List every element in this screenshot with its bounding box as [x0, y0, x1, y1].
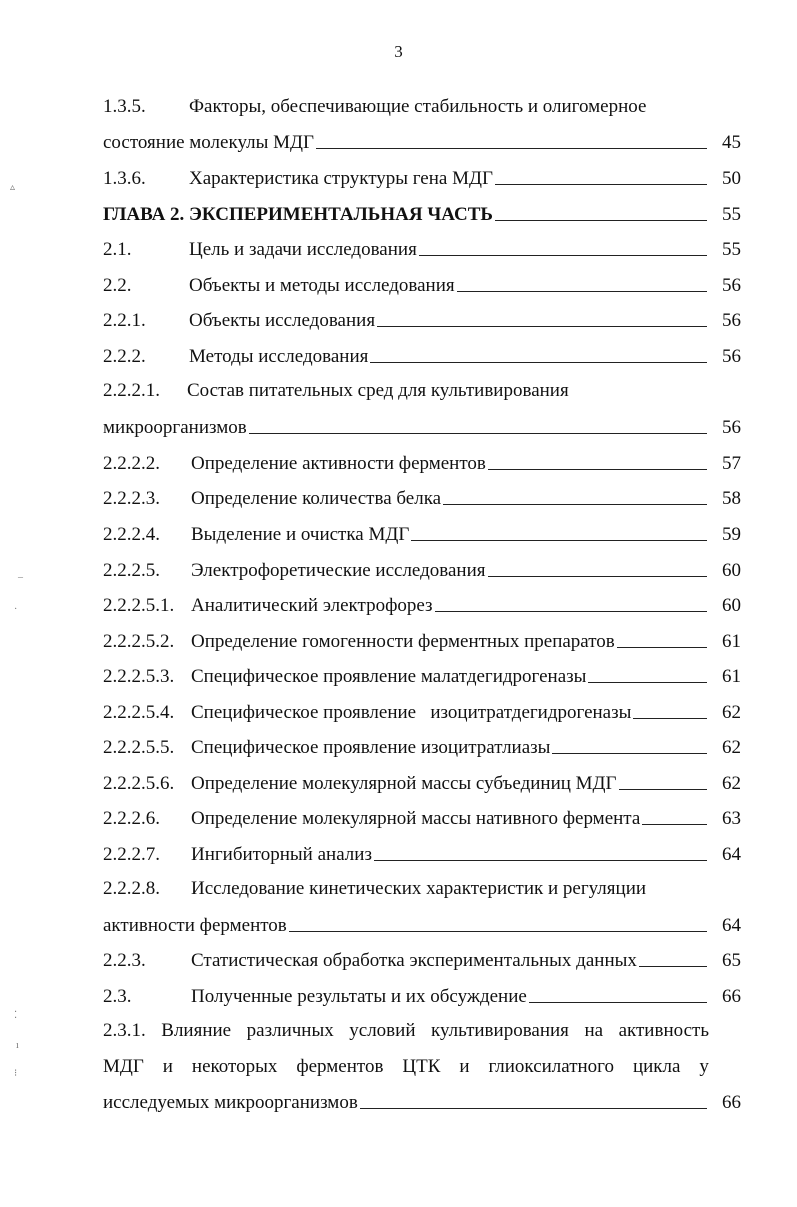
entry-page: 61	[722, 631, 741, 652]
toc-entry-2-2-2-1-line1	[103, 380, 569, 402]
entry-title-continued: активности ферментов	[103, 915, 287, 936]
entry-title: Аналитический электрофорез	[191, 595, 433, 616]
entry-number: 2.2.2.5.5.	[103, 737, 175, 758]
toc-entry-2-3-1-line1	[103, 1020, 709, 1042]
dot-leader	[411, 540, 707, 541]
entry-title: Методы исследования	[189, 346, 369, 367]
entry-number: 2.2.3.	[103, 950, 146, 971]
entry-number: 2.2.2.5.4.	[103, 702, 175, 723]
entry-number: 1.3.5.	[103, 96, 146, 117]
toc-entry-2-2-2-5-5[interactable]	[103, 733, 741, 759]
toc-entry-2-1[interactable]	[103, 235, 741, 261]
toc-entry-2-2-2-5-4[interactable]	[103, 698, 741, 724]
dot-leader	[435, 611, 707, 612]
entry-page: 60	[722, 595, 741, 616]
entry-number: 2.2.2.5.1.	[103, 595, 175, 616]
entry-number: 2.2.2.2.	[103, 453, 160, 474]
dot-leader	[488, 469, 707, 470]
dot-leader	[374, 860, 707, 861]
entry-title: Определение молекулярной массы нативного фермента	[191, 808, 641, 829]
entry-word: Влияние	[161, 1020, 232, 1041]
entry-title: Полученные результаты и их обсуждение	[191, 986, 527, 1007]
entry-word: глиоксилатного	[488, 1056, 615, 1077]
dot-leader	[633, 718, 707, 719]
entry-page: 65	[722, 950, 741, 971]
scan-artifact-mark: ·	[14, 604, 18, 615]
dot-leader	[457, 291, 707, 292]
entry-title: Специфическое проявление изоцитратлиазы	[191, 737, 551, 758]
entry-page: 55	[722, 239, 741, 260]
entry-word: у	[699, 1056, 709, 1077]
dot-leader	[419, 255, 707, 256]
toc-entry-2-2-2-5[interactable]	[103, 556, 741, 582]
entry-page: 59	[722, 524, 741, 545]
entry-word: МДГ	[103, 1056, 144, 1077]
entry-title: Специфическое проявление изоцитратдегидрогеназы	[191, 702, 632, 723]
entry-title: Факторы, обеспечивающие стабильность и олигомерное	[189, 96, 647, 117]
entry-page: 56	[722, 275, 741, 296]
entry-number: 2.3.1.	[103, 1020, 146, 1041]
toc-entry-2-2[interactable]	[103, 271, 741, 297]
dot-leader	[495, 184, 707, 185]
entry-page: 56	[722, 417, 741, 438]
toc-entry-2-2-2-6[interactable]	[103, 804, 741, 830]
toc-entry-2-3-1-line3[interactable]	[103, 1088, 741, 1114]
entry-word: ферментов	[296, 1056, 384, 1077]
entry-number: 2.2.2.8.	[103, 878, 160, 899]
entry-number: 2.2.2.3.	[103, 488, 160, 509]
entry-word: условий	[349, 1020, 416, 1041]
toc-entry-2-2-2-5-6[interactable]	[103, 769, 741, 795]
dot-leader	[639, 966, 707, 967]
toc-entry-2-2-2-5-3[interactable]	[103, 662, 741, 688]
entry-number: 2.2.2.6.	[103, 808, 160, 829]
toc-entry-2-2-2[interactable]	[103, 342, 741, 368]
entry-number: 2.2.2.5.6.	[103, 773, 175, 794]
entry-number: 2.2.2.	[103, 346, 146, 367]
toc-entry-1-3-5-line2[interactable]	[103, 128, 741, 154]
toc-entry-2-2-2-8-line2[interactable]	[103, 911, 741, 937]
scan-artifact-mark: ı	[16, 1040, 19, 1051]
toc-entry-2-2-2-3[interactable]	[103, 484, 741, 510]
toc-entry-2-2-2-4[interactable]	[103, 520, 741, 546]
toc-entry-2-3-1-line2	[103, 1056, 709, 1078]
entry-number: 1.3.6.	[103, 168, 146, 189]
entry-number: 2.2.2.1.	[103, 380, 160, 401]
toc-entry-2-3[interactable]	[103, 982, 741, 1008]
scan-artifact-mark: ⁝	[14, 1068, 18, 1079]
entry-title: Электрофоретические исследования	[191, 560, 486, 581]
scan-artifact-mark: ⁚	[14, 1010, 18, 1021]
dot-leader	[619, 789, 708, 790]
entry-page: 64	[722, 915, 741, 936]
dot-leader	[289, 931, 707, 932]
entry-number: 2.2.2.5.3.	[103, 666, 175, 687]
entry-word: различных	[246, 1020, 334, 1041]
entry-page: 61	[722, 666, 741, 687]
entry-word: цикла	[632, 1056, 681, 1077]
entry-title: Ингибиторный анализ	[191, 844, 372, 865]
entry-word: активность	[618, 1020, 709, 1041]
dot-leader	[488, 576, 707, 577]
entry-page: 55	[722, 204, 741, 225]
toc-entry-1-3-5-line1	[103, 96, 646, 118]
chapter-title: ГЛАВА 2. ЭКСПЕРИМЕНТАЛЬНАЯ ЧАСТЬ	[103, 204, 493, 225]
entry-title: Выделение и очистка МДГ	[191, 524, 410, 545]
toc-entry-2-2-2-1-line2[interactable]	[103, 413, 741, 439]
dot-leader	[377, 326, 707, 327]
toc-entry-2-2-3[interactable]	[103, 946, 741, 972]
dot-leader	[316, 148, 707, 149]
entry-page: 64	[722, 844, 741, 865]
entry-title: Определение активности ферментов	[191, 453, 486, 474]
entry-title: Цель и задачи исследования	[189, 239, 417, 260]
entry-page: 45	[722, 132, 741, 153]
entry-title: Характеристика структуры гена МДГ	[189, 168, 493, 189]
entry-title: Объекты исследования	[189, 310, 376, 331]
entry-number: 2.1.	[103, 239, 132, 260]
dot-leader	[642, 824, 707, 825]
entry-title: Определение гомогенности ферментных препаратов	[191, 631, 615, 652]
entry-word: на	[584, 1020, 604, 1041]
entry-title: Состав питательных сред для культивирования	[187, 380, 569, 401]
toc-entry-2-2-1[interactable]	[103, 306, 741, 332]
page-number: 3	[394, 42, 403, 61]
dot-leader	[617, 647, 707, 648]
entry-number: 2.2.1.	[103, 310, 146, 331]
entry-title: Определение молекулярной массы субъединиц МДГ	[191, 773, 617, 794]
entry-word: некоторых	[191, 1056, 278, 1077]
entry-word: и	[162, 1056, 173, 1077]
entry-page: 63	[722, 808, 741, 829]
toc-entry-2-2-2-2[interactable]	[103, 449, 741, 475]
entry-word: и	[459, 1056, 470, 1077]
dot-leader	[529, 1002, 707, 1003]
toc-entry-1-3-6[interactable]	[103, 164, 741, 190]
dot-leader	[370, 362, 707, 363]
scan-artifact-mark: ▵	[10, 182, 16, 193]
entry-number: 2.2.2.5.	[103, 560, 160, 581]
entry-page: 56	[722, 346, 741, 367]
entry-page: 50	[722, 168, 741, 189]
entry-title-continued: состояние молекулы МДГ	[103, 132, 314, 153]
dot-leader	[552, 753, 707, 754]
entry-number: 2.3.	[103, 986, 132, 1007]
entry-title-continued: микроорганизмов	[103, 417, 247, 438]
entry-title: Статистическая обработка экспериментальных данных	[191, 950, 637, 971]
entry-page: 60	[722, 560, 741, 581]
toc-entry-2-2-2-5-1[interactable]	[103, 591, 741, 617]
entry-page: 66	[722, 1092, 741, 1113]
entry-number: 2.2.2.5.2.	[103, 631, 175, 652]
entry-word: ЦТК	[402, 1056, 441, 1077]
scan-artifact-mark: –	[18, 572, 23, 583]
entry-page: 62	[722, 737, 741, 758]
entry-page: 66	[722, 986, 741, 1007]
dot-leader	[249, 433, 707, 434]
entry-number: 2.2.2.4.	[103, 524, 160, 545]
toc-entry-2-2-2-5-2[interactable]	[103, 627, 741, 653]
entry-word: культивирования	[431, 1020, 569, 1041]
dot-leader	[495, 220, 707, 221]
entry-title: Специфическое проявление малатдегидрогеназы	[191, 666, 587, 687]
entry-number: 2.2.	[103, 275, 132, 296]
entry-page: 62	[722, 773, 741, 794]
dot-leader	[588, 682, 707, 683]
toc-entry-chapter-2[interactable]	[103, 200, 741, 226]
entry-title: Исследование кинетических характеристик и регуляции	[191, 878, 647, 899]
toc-entry-2-2-2-8-line1	[103, 878, 646, 900]
entry-page: 57	[722, 453, 741, 474]
entry-title: Определение количества белка	[191, 488, 442, 509]
dot-leader	[360, 1108, 707, 1109]
dot-leader	[443, 504, 707, 505]
toc-entry-2-2-2-7[interactable]	[103, 840, 741, 866]
entry-number: 2.2.2.7.	[103, 844, 160, 865]
entry-page: 56	[722, 310, 741, 331]
entry-title: Объекты и методы исследования	[189, 275, 455, 296]
entry-page: 62	[722, 702, 741, 723]
entry-title-continued: исследуемых микроорганизмов	[103, 1092, 358, 1113]
entry-page: 58	[722, 488, 741, 509]
